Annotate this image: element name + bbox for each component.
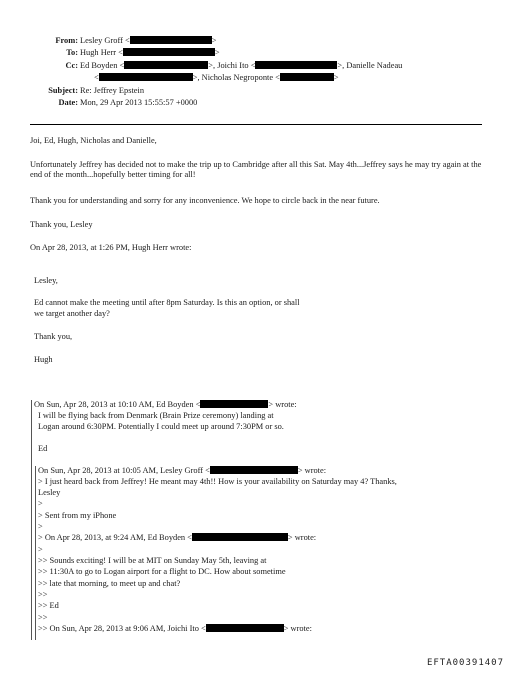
subject-label: Subject: <box>48 86 78 95</box>
from-value: Lesley Groff < > <box>80 36 217 45</box>
hugh-name: Hugh <box>34 355 53 364</box>
redaction-bar <box>192 533 288 541</box>
date-label: Date: <box>58 98 78 107</box>
ed-line-1: I will be flying back from Denmark (Brain Prize ceremony) landing at <box>38 411 274 420</box>
lesley-line-4: > Sent from my iPhone <box>38 511 117 520</box>
paragraph-1: Unfortunately Jeffrey has decided not to make the trip up to Cambridge after all this Sat. May 4th...Jeffrey says he may try again at the end of the month...hopefully better timing for all! <box>30 160 482 180</box>
paragraph-2: Thank you for understanding and sorry for any inconvenience. We hope to circle back in the near future. <box>30 196 380 205</box>
redaction-bar <box>200 400 268 408</box>
date-value: Mon, 29 Apr 2013 15:55:57 +0000 <box>80 98 198 107</box>
lesley-line-11: >> <box>38 590 48 599</box>
to-value: Hugh Herr < > <box>80 48 220 57</box>
cc-value-line1: Ed Boyden < >, Joichi Ito < >, Danielle Nadeau <box>80 61 403 70</box>
quote-attribution: On Apr 28, 2013, at 1:26 PM, Hugh Herr wrote: <box>30 243 192 252</box>
redaction-bar <box>124 61 208 69</box>
lesley-line-3: > <box>38 499 43 508</box>
subject-value: Re: Jeffrey Epstein <box>80 86 145 95</box>
ed-line-2: Logan around 6:30PM. Potentially I could meet up around 7:30PM or so. <box>38 422 284 431</box>
greeting: Joi, Ed, Hugh, Nicholas and Danielle, <box>30 136 157 145</box>
lesley-line-5: > <box>38 522 43 531</box>
redaction-bar <box>206 624 284 632</box>
document-id: EFTA00391407 <box>426 657 504 668</box>
lesley-line-9: >> 11:30A to go to Logan airport for a flight to DC. How about sometime <box>38 567 286 576</box>
redaction-bar <box>210 466 298 474</box>
redaction-bar <box>280 73 334 81</box>
signoff: Thank you, Lesley <box>30 220 93 229</box>
lesley-line-12: >> Ed <box>38 601 59 610</box>
redaction-bar <box>130 36 212 44</box>
to-label: To: <box>66 48 78 57</box>
lesley-line-1: > I just heard back from Jeffrey! He meant may 4th!! How is your availability on Saturday may 4? Thanks, <box>38 477 397 486</box>
lesley-line-2: Lesley <box>38 488 61 497</box>
header-divider <box>30 124 482 125</box>
lesley-line-6: > On Apr 28, 2013, at 9:24 AM, Ed Boyden < > wrote: <box>38 533 317 542</box>
cc-value-line2: < >, Nicholas Negroponte < > <box>94 73 339 82</box>
redaction-bar <box>123 48 215 56</box>
from-label: From: <box>55 36 78 45</box>
hugh-line-2: we target another day? <box>34 309 110 318</box>
lesley-line-8: >> Sounds exciting! I will be at MIT on Sunday May 5th, leaving at <box>38 556 267 565</box>
lesley-line-10: >> late that morning, to meet up and chat? <box>38 579 181 588</box>
ed-attribution: On Sun, Apr 28, 2013 at 10:10 AM, Ed Boyden < > wrote: <box>34 400 297 409</box>
cc-label: Cc: <box>65 61 78 70</box>
hugh-line-1: Ed cannot make the meeting until after 8pm Saturday. Is this an option, or shall <box>34 298 300 307</box>
redaction-bar <box>255 61 337 69</box>
quote-bar-inner <box>35 466 36 640</box>
lesley-line-7: > <box>38 545 43 554</box>
lesley-line-14: >> On Sun, Apr 28, 2013 at 9:06 AM, Joichi Ito < > wrote: <box>38 624 312 633</box>
redaction-bar <box>99 73 193 81</box>
lesley-line-13: >> <box>38 613 48 622</box>
quote-bar-outer <box>31 400 32 640</box>
ed-signature: Ed <box>38 444 48 453</box>
hugh-greeting: Lesley, <box>34 276 58 285</box>
lesley-attribution: On Sun, Apr 28, 2013 at 10:05 AM, Lesley Groff < > wrote: <box>38 466 327 475</box>
hugh-thanks: Thank you, <box>34 332 73 341</box>
